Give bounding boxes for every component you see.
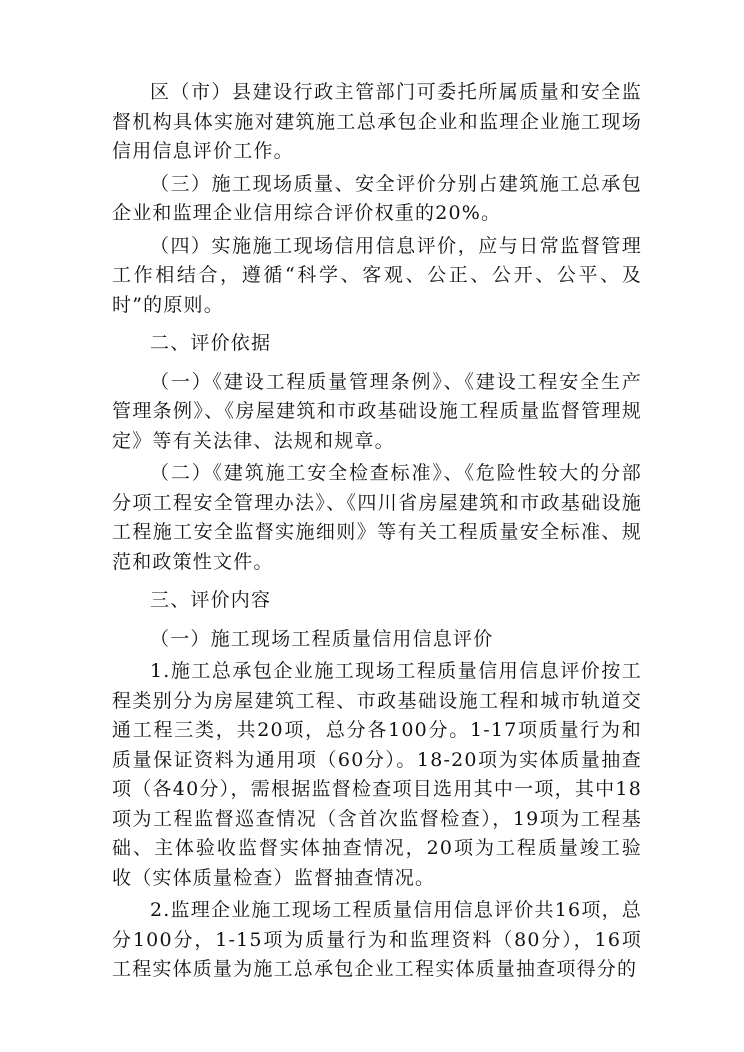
paragraph-supervision-delegation: 区（市）县建设行政主管部门可委托所属质量和安全监督机构具体实施对建筑施工总承包企业和监理企业施工现场信用信息评价工作。 xyxy=(112,81,642,162)
paragraph-basis-2: （二）《建筑施工安全检查标准》、《危险性较大的分部分项工程安全管理办法》、《四川省房屋建筑和市政基础设施工程施工安全监督实施细则》等有关工程质量安全标准、规范和政策性文件。 xyxy=(112,462,642,573)
section-heading-basis: 二、评价依据 xyxy=(150,332,272,354)
subsection-heading-quality: （一）施工现场工程质量信用信息评价 xyxy=(150,627,494,650)
document-page xyxy=(112,78,642,985)
section-heading-content: 三、评价内容 xyxy=(150,589,272,611)
paragraph-supervisor-evaluation: 2.监理企业施工现场工程质量信用信息评价共16项，总分100分，1-15项为质量行为和监理资料（80分），16项工程实体质量为施工总承包企业工程实体质量抽查项得分的 xyxy=(112,899,642,980)
paragraph-item-4-principles: （四）实施施工现场信用信息评价，应与日常监督管理工作相结合，遵循“科学、客观、公正、公开、公平、及时”的原则。 xyxy=(112,234,642,316)
paragraph-item-3-weight: （三）施工现场质量、安全评价分别占建筑施工总承包企业和监理企业信用综合评价权重的20%。 xyxy=(112,172,642,224)
paragraph-basis-1: （一）《建设工程质量管理条例》、《建设工程安全生产管理条例》、《房屋建筑和市政基础设施工程质量监督管理规定》等有关法律、法规和规章。 xyxy=(112,370,642,452)
paragraph-contractor-evaluation: 1.施工总承包企业施工现场工程质量信用信息评价按工程类别分为房屋建筑工程、市政基础设施工程和城市轨道交通工程三类，共20项，总分各100分。1-17项质量行为和质量保证资料为通用项（60分）。18-20项为实体质量抽查项（各40分），需根据监督检查项目选用其中一项，其中18项为工程监督巡查情况（含首次监督检查），19项为工程基础、主体验收监督实体抽查情况，20项为工程质量竣工验收（实体质量检查）监督抽查情况。 xyxy=(112,660,642,889)
